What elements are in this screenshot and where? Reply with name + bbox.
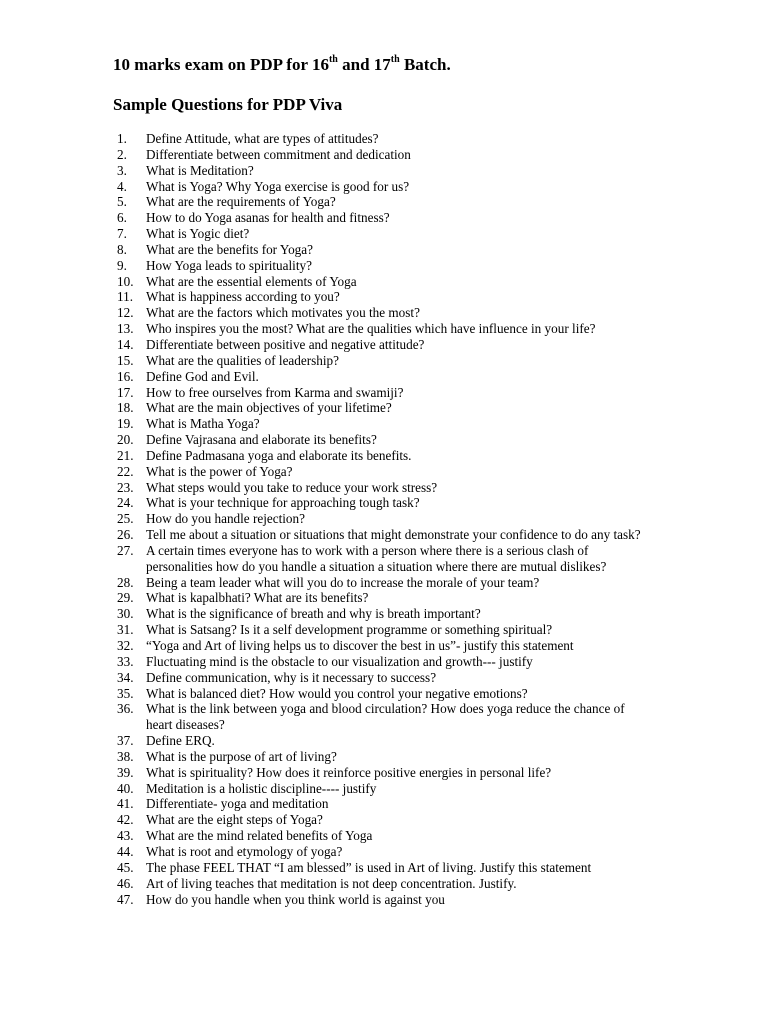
question-item — [0, 670, 768, 686]
question-item — [0, 194, 768, 210]
question-number: 33. — [117, 653, 134, 669]
question-number: 2. — [117, 146, 127, 162]
question-item — [0, 701, 768, 733]
question-text: Differentiate between commitment and dedication — [146, 146, 411, 162]
question-item — [0, 765, 768, 781]
question-item — [0, 464, 768, 480]
question-number: 43. — [117, 828, 134, 844]
question-item — [0, 527, 768, 543]
question-number: 15. — [117, 352, 134, 368]
question-item — [0, 495, 768, 511]
question-number: 35. — [117, 685, 134, 701]
question-item — [0, 400, 768, 416]
question-number: 28. — [117, 574, 134, 590]
question-number: 44. — [117, 843, 134, 859]
question-number: 6. — [117, 210, 127, 226]
question-text: What are the factors which motivates you the most? — [146, 305, 420, 321]
question-number: 29. — [117, 590, 134, 606]
question-number: 27. — [117, 542, 134, 558]
question-item — [0, 590, 768, 606]
question-number: 30. — [117, 606, 134, 622]
question-text: Define Attitude, what are types of attitudes? — [146, 131, 379, 146]
question-item — [0, 416, 768, 432]
title-text-part3: Batch. — [399, 55, 451, 74]
title-text-part1: 10 marks exam on PDP for 16 — [113, 55, 329, 74]
question-number: 14. — [117, 336, 134, 352]
question-item — [0, 686, 768, 702]
question-number: 24. — [117, 495, 134, 511]
question-number: 7. — [117, 226, 127, 242]
question-number: 37. — [117, 733, 134, 749]
question-item — [0, 638, 768, 654]
question-text: Who inspires you the most? What are the qualities which have influence in your life? — [146, 321, 596, 337]
question-number: 4. — [117, 178, 127, 194]
question-text: What is spirituality? How does it reinforce positive energies in personal life? — [146, 764, 552, 780]
question-number: 19. — [117, 416, 134, 432]
question-item — [0, 448, 768, 464]
question-item — [0, 131, 768, 147]
question-number: 1. — [117, 131, 127, 146]
question-number: 12. — [117, 305, 134, 321]
question-number: 46. — [117, 875, 134, 891]
question-item — [0, 812, 768, 828]
question-text: What is the significance of breath and why is breath important? — [146, 606, 481, 622]
question-number: 38. — [117, 748, 134, 764]
question-text: Art of living teaches that meditation is not deep concentration. Justify. — [146, 875, 517, 891]
question-text: How to free ourselves from Karma and swamiji? — [146, 384, 404, 400]
question-list — [0, 131, 768, 907]
question-item — [0, 305, 768, 321]
question-item — [0, 337, 768, 353]
question-item — [0, 210, 768, 226]
question-text: How Yoga leads to spirituality? — [146, 257, 312, 273]
question-number: 10. — [117, 273, 134, 289]
question-number: 3. — [117, 162, 127, 178]
question-text: What are the benefits for Yoga? — [146, 241, 313, 257]
question-text: What are the mind related benefits of Yoga — [146, 828, 373, 844]
question-text: What is Yoga? Why Yoga exercise is good for us? — [146, 178, 410, 194]
question-text: Being a team leader what will you do to increase the morale of your team? — [146, 574, 540, 590]
question-item — [0, 321, 768, 337]
question-text: “Yoga and Art of living helps us to discover the best in us”- justify this statement — [146, 638, 574, 653]
question-text: How do you handle when you think world is against you — [146, 891, 445, 907]
question-item — [0, 606, 768, 622]
question-text: What is Meditation? — [146, 162, 254, 178]
question-text: What is Matha Yoga? — [146, 416, 260, 432]
question-text: Define Padmasana yoga and elaborate its benefits. — [146, 447, 412, 463]
question-number: 5. — [117, 194, 127, 210]
question-text: Define ERQ. — [146, 733, 215, 749]
question-item — [0, 828, 768, 844]
document-subtitle: Sample Questions for PDP Viva — [113, 95, 343, 114]
title-superscript-2: th — [390, 54, 400, 66]
question-text: What are the essential elements of Yoga — [146, 273, 357, 289]
question-item — [0, 749, 768, 765]
question-number: 21. — [117, 447, 134, 463]
question-number: 39. — [117, 764, 134, 780]
question-text: What is the power of Yoga? — [146, 463, 293, 479]
question-item — [0, 226, 768, 242]
question-item — [0, 163, 768, 179]
question-text: What is the purpose of art of living? — [146, 748, 337, 764]
question-number: 41. — [117, 796, 134, 812]
question-text: Meditation is a holistic discipline---- justify — [146, 780, 377, 796]
question-number: 25. — [117, 511, 134, 527]
question-item — [0, 575, 768, 591]
question-item — [0, 796, 768, 812]
question-number: 8. — [117, 241, 127, 257]
question-text: How to do Yoga asanas for health and fitness? — [146, 210, 390, 226]
question-number: 18. — [117, 400, 134, 416]
question-item — [0, 654, 768, 670]
question-item — [0, 733, 768, 749]
question-item — [0, 876, 768, 892]
question-text: What is the link between yoga and blood circulation? How does yoga reduce the chance of heart diseases? — [146, 701, 625, 733]
question-text: What is Satsang? Is it a self development programme or something spiritual? — [146, 622, 553, 638]
question-text: A certain times everyone has to work with a person where there is a serious clash of personalities how do you handle a situation a situation where there are mutual dislikes? — [146, 542, 607, 574]
question-text: What is root and etymology of yoga? — [146, 843, 343, 859]
question-text: What is your technique for approaching tough task? — [146, 495, 420, 511]
question-number: 20. — [117, 432, 134, 448]
question-text: Tell me about a situation or situations that might demonstrate your confidence to do any task? — [146, 527, 641, 543]
question-number: 36. — [117, 701, 134, 717]
question-text: What is happiness according to you? — [146, 289, 340, 305]
question-text: Differentiate between positive and negative attitude? — [146, 336, 425, 352]
question-item — [0, 258, 768, 274]
question-number: 40. — [117, 780, 134, 796]
question-item — [0, 242, 768, 258]
question-text: Define God and Evil. — [146, 368, 259, 384]
question-item — [0, 860, 768, 876]
question-text: Define communication, why is it necessary to success? — [146, 669, 437, 685]
question-text: What are the requirements of Yoga? — [146, 194, 336, 210]
question-item — [0, 480, 768, 496]
question-number: 34. — [117, 669, 134, 685]
question-item — [0, 179, 768, 195]
question-text: What is Yogic diet? — [146, 226, 250, 242]
question-item — [0, 622, 768, 638]
question-item — [0, 353, 768, 369]
question-number: 17. — [117, 384, 134, 400]
question-text: What are the eight steps of Yoga? — [146, 812, 323, 828]
question-text: What is balanced diet? How would you control your negative emotions? — [146, 685, 528, 701]
question-text: Differentiate- yoga and meditation — [146, 796, 329, 812]
question-number: 32. — [117, 638, 134, 653]
title-text-part2: and 17 — [337, 55, 391, 74]
question-number: 47. — [117, 891, 134, 907]
question-text: How do you handle rejection? — [146, 511, 305, 527]
question-text: The phase FEEL THAT “I am blessed” is used in Art of living. Justify this statement — [146, 859, 592, 875]
question-item — [0, 274, 768, 290]
question-text: Define Vajrasana and elaborate its benefits? — [146, 432, 377, 448]
title-superscript-1: th — [328, 54, 338, 66]
question-item — [0, 369, 768, 385]
question-item — [0, 844, 768, 860]
question-text: Fluctuating mind is the obstacle to our visualization and growth--- justify — [146, 653, 533, 669]
question-number: 45. — [117, 859, 134, 875]
question-number: 9. — [117, 257, 127, 273]
question-item — [0, 781, 768, 797]
question-number: 26. — [117, 527, 134, 543]
question-item — [0, 511, 768, 527]
question-item — [0, 385, 768, 401]
question-number: 13. — [117, 321, 134, 337]
question-number: 23. — [117, 479, 134, 495]
question-item — [0, 432, 768, 448]
question-number: 31. — [117, 622, 134, 638]
question-text: What are the main objectives of your lifetime? — [146, 400, 392, 416]
question-number: 11. — [117, 289, 133, 305]
question-text: What steps would you take to reduce your work stress? — [146, 479, 438, 495]
question-item — [0, 543, 768, 575]
question-number: 42. — [117, 812, 134, 828]
document-title — [113, 55, 451, 75]
question-item — [0, 289, 768, 305]
question-text: What is kapalbhati? What are its benefits? — [146, 590, 369, 606]
question-item — [0, 892, 768, 908]
question-number: 22. — [117, 463, 134, 479]
question-item — [0, 147, 768, 163]
question-number: 16. — [117, 368, 134, 384]
question-text: What are the qualities of leadership? — [146, 352, 339, 368]
